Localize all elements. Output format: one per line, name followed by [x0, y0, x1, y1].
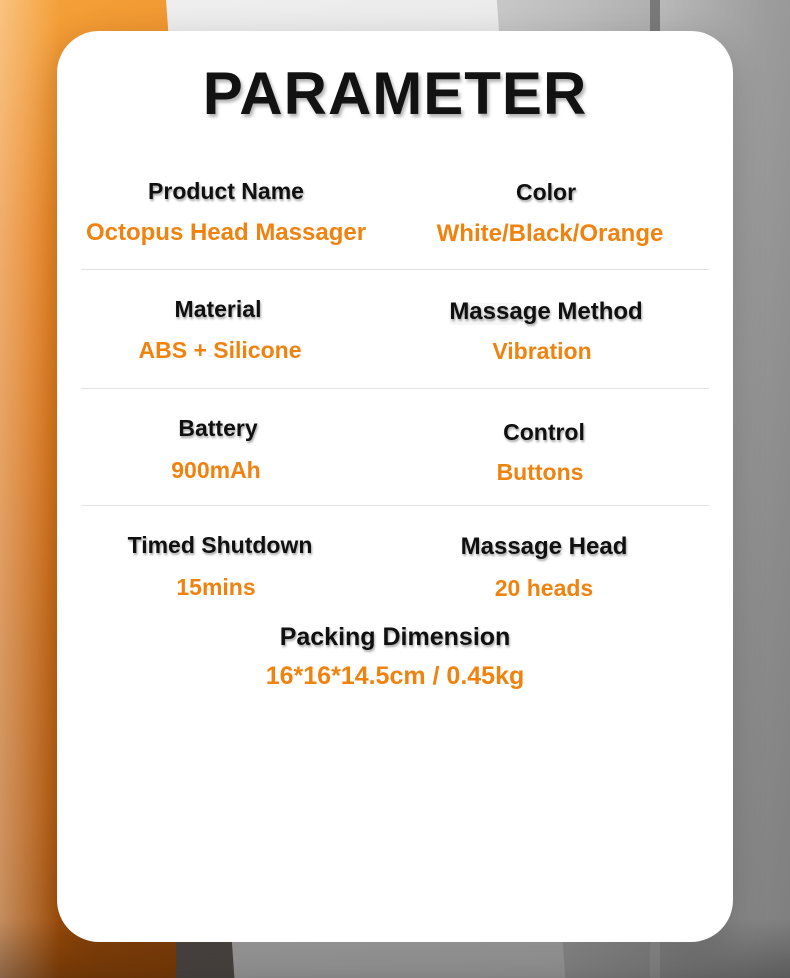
- parameter-cell-timed-shutdown: [81, 532, 395, 599]
- parameter-table: [57, 152, 733, 691]
- parameter-value: 16*16*14.5cm / 0.45kg: [265, 662, 525, 691]
- parameter-cell-packing-dimension: [81, 605, 709, 691]
- parameter-cell-product-name: [81, 178, 395, 245]
- parameter-label: Color: [515, 179, 577, 205]
- parameter-label: Battery: [178, 414, 258, 441]
- parameter-value: Vibration: [492, 338, 592, 365]
- parameter-label: Control: [503, 418, 585, 445]
- parameter-label: Massage Method: [449, 298, 643, 326]
- table-row: [81, 152, 709, 270]
- parameter-cell-massage-method: [395, 296, 709, 363]
- parameter-card: [57, 31, 733, 942]
- parameter-label: Packing Dimension: [279, 623, 511, 652]
- parameter-value: 20 heads: [494, 574, 594, 601]
- parameter-cell-material: [81, 296, 395, 363]
- parameter-label: Massage Head: [460, 532, 628, 560]
- parameter-value: 900mAh: [171, 457, 261, 484]
- parameter-cell-battery: [81, 414, 395, 484]
- parameter-value: White/Black/Orange: [436, 219, 664, 247]
- parameter-label: Material: [174, 296, 262, 323]
- table-row: [81, 506, 709, 605]
- parameter-value: Buttons: [496, 459, 584, 486]
- parameter-cell-color: [395, 178, 709, 245]
- parameter-value: Octopus Head Massager: [85, 218, 367, 246]
- table-row: [81, 270, 709, 388]
- parameter-cell-massage-head: [395, 532, 709, 599]
- parameter-value: ABS + Silicone: [138, 336, 302, 363]
- page-title: PARAMETER: [202, 60, 588, 127]
- parameter-label: Timed Shutdown: [127, 531, 313, 558]
- parameter-label: Product Name: [148, 178, 304, 204]
- table-row: [81, 389, 709, 506]
- parameter-cell-control: [395, 415, 709, 486]
- parameter-value: 15mins: [176, 573, 256, 600]
